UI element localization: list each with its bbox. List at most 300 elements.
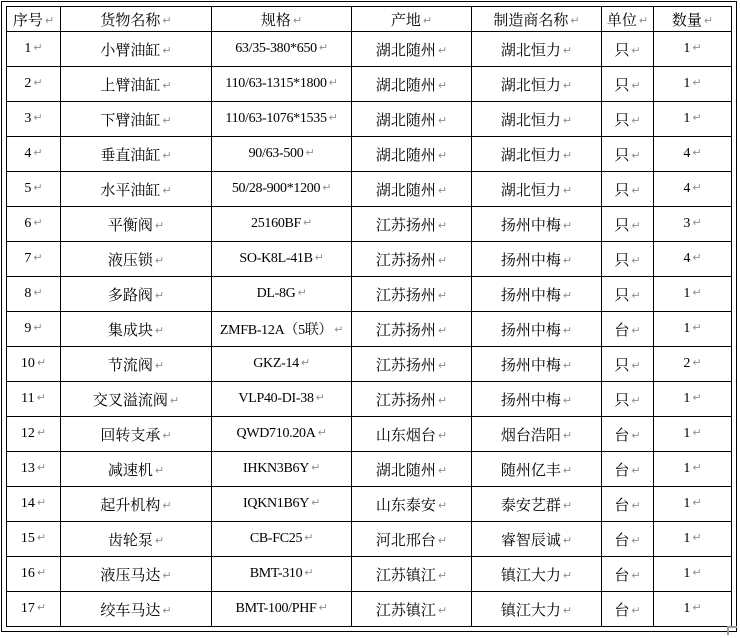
table-cell [61, 67, 212, 102]
table-cell [352, 382, 472, 417]
cell-text: 台 [614, 497, 630, 514]
pilcrow-mark-icon: ↵ [162, 498, 172, 512]
cell-text: 6 [24, 216, 32, 231]
cell-text: 只 [614, 42, 630, 59]
table-cell [352, 487, 472, 522]
pilcrow-mark-icon: ↵ [297, 286, 307, 299]
pilcrow-mark-icon: ↵ [36, 461, 47, 474]
cell-text: 江苏扬州 [375, 392, 436, 409]
table-cell [352, 312, 472, 347]
table-row [7, 207, 732, 242]
table-cell [472, 32, 602, 67]
table-cell [654, 312, 732, 347]
cell-text: 湖北恒力 [500, 77, 561, 94]
pilcrow-mark-icon: ↵ [562, 323, 573, 337]
cell-text: 3 [24, 111, 32, 126]
cell-text: 9 [24, 321, 32, 336]
column-header-unit [602, 7, 654, 32]
pilcrow-mark-icon: ↵ [437, 393, 448, 407]
cell-text: BMT-100/PHF [235, 601, 317, 616]
cell-text: 1 [683, 601, 691, 616]
table-cell [7, 347, 61, 382]
cell-text: 台 [614, 532, 630, 549]
cell-text: 1 [683, 286, 691, 301]
table-cell [654, 487, 732, 522]
cell-text: 4 [683, 146, 691, 161]
cell-text: 扬州中梅 [500, 252, 561, 269]
pilcrow-mark-icon: ↵ [562, 358, 573, 372]
table-cell [472, 347, 602, 382]
table-cell [7, 102, 61, 137]
cell-text: 水平油缸 [100, 182, 161, 199]
cell-text: 上臂油缸 [100, 77, 161, 94]
cell-text: 湖北恒力 [500, 147, 561, 164]
pilcrow-mark-icon: ↵ [33, 286, 43, 299]
table-cell [602, 487, 654, 522]
table-row [7, 102, 732, 137]
table-cell [472, 102, 602, 137]
table-cell [352, 172, 472, 207]
pilcrow-mark-icon: ↵ [631, 428, 641, 442]
table-cell [7, 312, 61, 347]
pilcrow-mark-icon: ↵ [437, 78, 448, 92]
cell-text: 2 [683, 356, 691, 371]
pilcrow-mark-icon: ↵ [631, 218, 641, 232]
table-cell [352, 557, 472, 592]
table-row [7, 592, 732, 627]
table-cell [602, 312, 654, 347]
table-row [7, 452, 732, 487]
pilcrow-mark-icon: ↵ [562, 428, 573, 442]
cell-text: ZMFB-12A（5联） [219, 323, 333, 338]
table-cell [602, 67, 654, 102]
pilcrow-mark-icon: ↵ [562, 113, 573, 127]
table-cell [654, 172, 732, 207]
table-cell [352, 242, 472, 277]
table-cell [472, 417, 602, 452]
pilcrow-mark-icon: ↵ [437, 428, 448, 442]
table-cell [7, 557, 61, 592]
pilcrow-mark-icon: ↵ [437, 358, 448, 372]
pilcrow-mark-icon: ↵ [631, 603, 641, 617]
table-row [7, 137, 732, 172]
table-row [7, 277, 732, 312]
table-cell [212, 172, 352, 207]
cell-text: 集成块 [107, 322, 153, 339]
table-cell [602, 242, 654, 277]
table-cell [212, 102, 352, 137]
cell-text: 台 [614, 322, 630, 339]
cell-text: CB-FC25 [249, 531, 303, 546]
table-cell [654, 417, 732, 452]
table-cell [212, 312, 352, 347]
table-cell [7, 522, 61, 557]
pilcrow-mark-icon: ↵ [562, 568, 573, 582]
cell-text: 1 [683, 111, 691, 126]
cell-text: 泰安艺群 [500, 497, 561, 514]
table-cell [61, 312, 212, 347]
table-cell [472, 452, 602, 487]
pilcrow-mark-icon: ↵ [162, 13, 172, 27]
table-cell [472, 382, 602, 417]
cell-text: VLP40-DI-38 [238, 391, 314, 406]
pilcrow-mark-icon: ↵ [154, 463, 165, 477]
pilcrow-mark-icon: ↵ [437, 218, 448, 232]
cell-text: 多路阀 [107, 287, 153, 304]
table-cell [212, 242, 352, 277]
cell-text: SO-K8L-41B [239, 251, 313, 266]
cell-text: 只 [614, 182, 630, 199]
cell-text: 50/28-900*1200 [231, 181, 321, 196]
column-header-quantity [654, 7, 732, 32]
cell-text: 16 [20, 566, 35, 581]
cell-text: QWD710.20A [236, 426, 316, 441]
table-cell [61, 242, 212, 277]
table-cell [472, 242, 602, 277]
pilcrow-mark-icon: ↵ [692, 566, 702, 579]
table-cell [7, 277, 61, 312]
table-cell [472, 277, 602, 312]
pilcrow-mark-icon: ↵ [437, 43, 448, 57]
pilcrow-mark-icon: ↵ [36, 426, 47, 439]
table-cell [61, 32, 212, 67]
table-cell [352, 522, 472, 557]
column-header-spec [212, 7, 352, 32]
table-cell [654, 382, 732, 417]
cell-text: DL-8G [256, 286, 296, 301]
cell-text: 台 [614, 427, 630, 444]
pilcrow-mark-icon: ↵ [162, 113, 172, 127]
table-cell [352, 207, 472, 242]
cell-text: 17 [20, 601, 35, 616]
pilcrow-mark-icon: ↵ [300, 356, 310, 369]
pilcrow-mark-icon: ↵ [562, 288, 573, 302]
table-cell [602, 452, 654, 487]
table-cell [212, 522, 352, 557]
pilcrow-mark-icon: ↵ [562, 78, 573, 92]
cell-text: 回转支承 [100, 427, 161, 444]
cell-text: 山东泰安 [375, 497, 436, 514]
column-header-goods-name [61, 7, 212, 32]
table-cell [61, 557, 212, 592]
table-cell [654, 522, 732, 557]
cell-text: 1 [683, 391, 691, 406]
cell-text: 4 [683, 181, 691, 196]
cell-text: 1 [683, 531, 691, 546]
pilcrow-mark-icon: ↵ [154, 533, 165, 547]
pilcrow-mark-icon: ↵ [315, 391, 325, 404]
pilcrow-mark-icon: ↵ [33, 251, 43, 264]
table-cell [212, 32, 352, 67]
table-cell [61, 417, 212, 452]
cell-text: 63/35-380*650 [235, 41, 317, 56]
table-cell [61, 487, 212, 522]
cell-text: 台 [614, 602, 630, 619]
pilcrow-mark-icon: ↵ [437, 183, 448, 197]
pilcrow-mark-icon: ↵ [422, 13, 433, 27]
pilcrow-mark-icon: ↵ [562, 603, 573, 617]
pilcrow-mark-icon: ↵ [631, 113, 641, 127]
header-row [7, 7, 732, 32]
pilcrow-mark-icon: ↵ [562, 43, 573, 57]
pilcrow-mark-icon: ↵ [154, 323, 165, 337]
pilcrow-mark-icon: ↵ [36, 531, 47, 544]
cell-text: 液压马达 [100, 567, 161, 584]
cell-text: 90/63-500 [248, 146, 304, 161]
table-cell [212, 452, 352, 487]
pilcrow-mark-icon: ↵ [33, 41, 43, 54]
cell-text: 湖北随州 [375, 147, 436, 164]
cell-text: 只 [614, 217, 630, 234]
table-cell [602, 592, 654, 627]
table-cell [352, 137, 472, 172]
cell-text: 1 [683, 321, 691, 336]
cell-text: 江苏扬州 [375, 217, 436, 234]
pilcrow-mark-icon: ↵ [292, 13, 303, 27]
cell-text: 随州亿丰 [500, 462, 561, 479]
table-cell [352, 67, 472, 102]
pilcrow-mark-icon: ↵ [692, 41, 702, 54]
pilcrow-mark-icon: ↵ [162, 183, 172, 197]
pilcrow-mark-icon: ↵ [318, 601, 328, 614]
cell-text: 镇江大力 [500, 567, 561, 584]
pilcrow-mark-icon: ↵ [154, 253, 165, 267]
table-cell [7, 32, 61, 67]
cell-text: 只 [614, 147, 630, 164]
pilcrow-mark-icon: ↵ [692, 76, 702, 89]
pilcrow-mark-icon: ↵ [692, 321, 702, 334]
pilcrow-mark-icon: ↵ [162, 603, 172, 617]
table-cell [7, 242, 61, 277]
table-cell [7, 452, 61, 487]
pilcrow-mark-icon: ↵ [162, 43, 172, 57]
cell-text: 110/63-1076*1535 [225, 111, 327, 126]
cell-text: 1 [683, 461, 691, 476]
cell-text: 扬州中梅 [500, 217, 561, 234]
pilcrow-mark-icon: ↵ [437, 253, 448, 267]
pilcrow-mark-icon: ↵ [631, 323, 641, 337]
table-cell [352, 277, 472, 312]
cell-text: 交叉溢流阀 [92, 392, 168, 409]
table-resize-handle-icon[interactable] [727, 626, 737, 635]
cell-text: 平衡阀 [107, 217, 153, 234]
table-cell [352, 347, 472, 382]
pilcrow-mark-icon: ↵ [692, 531, 702, 544]
pilcrow-mark-icon: ↵ [631, 253, 641, 267]
pilcrow-mark-icon: ↵ [33, 216, 43, 229]
pilcrow-mark-icon: ↵ [154, 288, 165, 302]
header-label: 货物名称 [100, 12, 161, 29]
table-cell [61, 207, 212, 242]
pilcrow-mark-icon: ↵ [334, 323, 344, 336]
cell-text: 江苏扬州 [375, 252, 436, 269]
pilcrow-mark-icon: ↵ [304, 566, 314, 579]
table-cell [212, 592, 352, 627]
pilcrow-mark-icon: ↵ [154, 358, 165, 372]
cell-text: 绞车马达 [100, 602, 161, 619]
cell-text: BMT-310 [249, 566, 303, 581]
table-cell [472, 487, 602, 522]
cell-text: 台 [614, 462, 630, 479]
cell-text: 4 [683, 251, 691, 266]
cell-text: 江苏扬州 [375, 322, 436, 339]
cell-text: 110/63-1315*1800 [225, 76, 327, 91]
pilcrow-mark-icon: ↵ [631, 498, 641, 512]
cell-text: 1 [683, 41, 691, 56]
table-cell [212, 137, 352, 172]
table-cell [61, 277, 212, 312]
cell-text: 1 [683, 566, 691, 581]
cell-text: 只 [614, 77, 630, 94]
pilcrow-mark-icon: ↵ [162, 568, 172, 582]
table-row [7, 417, 732, 452]
pilcrow-mark-icon: ↵ [692, 146, 702, 159]
pilcrow-mark-icon: ↵ [33, 76, 43, 89]
table-cell [7, 172, 61, 207]
cell-text: 液压锁 [107, 252, 153, 269]
pilcrow-mark-icon: ↵ [33, 321, 43, 334]
table-cell [7, 417, 61, 452]
pilcrow-mark-icon: ↵ [631, 393, 641, 407]
table-cell [61, 347, 212, 382]
table-cell [7, 67, 61, 102]
pilcrow-mark-icon: ↵ [631, 78, 641, 92]
header-label: 单位 [606, 12, 637, 29]
cell-text: 1 [683, 426, 691, 441]
cell-text: 减速机 [107, 462, 153, 479]
cell-text: 12 [20, 426, 35, 441]
table-cell [7, 592, 61, 627]
pilcrow-mark-icon: ↵ [631, 463, 641, 477]
pilcrow-mark-icon: ↵ [562, 393, 573, 407]
pilcrow-mark-icon: ↵ [692, 356, 702, 369]
table-cell [602, 522, 654, 557]
pilcrow-mark-icon: ↵ [692, 251, 702, 264]
cell-text: 下臂油缸 [100, 112, 161, 129]
cell-text: 湖北恒力 [500, 112, 561, 129]
cell-text: 睿智辰诚 [500, 532, 561, 549]
table-cell [654, 32, 732, 67]
table-cell [61, 102, 212, 137]
table-cell [602, 32, 654, 67]
cell-text: 只 [614, 252, 630, 269]
pilcrow-mark-icon: ↵ [328, 76, 338, 89]
table-cell [472, 207, 602, 242]
cell-text: 山东烟台 [375, 427, 436, 444]
pilcrow-mark-icon: ↵ [692, 391, 702, 404]
pilcrow-mark-icon: ↵ [437, 113, 448, 127]
table-cell [61, 382, 212, 417]
pilcrow-mark-icon: ↵ [631, 148, 641, 162]
pilcrow-mark-icon: ↵ [631, 43, 641, 57]
cell-text: 湖北随州 [375, 112, 436, 129]
pilcrow-mark-icon: ↵ [322, 181, 332, 194]
table-cell [472, 522, 602, 557]
table-cell [352, 32, 472, 67]
cell-text: IHKN3B6Y [243, 461, 310, 476]
cell-text: 节流阀 [107, 357, 153, 374]
header-label: 产地 [390, 12, 421, 29]
cell-text: 11 [21, 391, 35, 406]
cell-text: 河北邢台 [375, 532, 436, 549]
pilcrow-mark-icon: ↵ [692, 286, 702, 299]
cell-text: 镇江大力 [500, 602, 561, 619]
table-cell [654, 557, 732, 592]
pilcrow-mark-icon: ↵ [304, 531, 314, 544]
pilcrow-mark-icon: ↵ [562, 463, 573, 477]
cell-text: 14 [20, 496, 35, 511]
cell-text: 3 [683, 216, 691, 231]
table-cell [352, 452, 472, 487]
cell-text: 8 [24, 286, 32, 301]
table-cell [7, 137, 61, 172]
pilcrow-mark-icon: ↵ [562, 148, 573, 162]
table-row [7, 382, 732, 417]
pilcrow-mark-icon: ↵ [311, 461, 320, 474]
table-cell [7, 382, 61, 417]
table-cell [654, 207, 732, 242]
table-cell [472, 172, 602, 207]
pilcrow-mark-icon: ↵ [692, 426, 702, 439]
table-cell [7, 207, 61, 242]
table-row [7, 242, 732, 277]
table-cell [61, 452, 212, 487]
table-cell [352, 417, 472, 452]
table-cell [7, 487, 61, 522]
cell-text: 湖北恒力 [500, 182, 561, 199]
cell-text: GKZ-14 [253, 356, 299, 371]
table-cell [352, 102, 472, 137]
cell-text: 扬州中梅 [500, 392, 561, 409]
cell-text: 湖北随州 [375, 182, 436, 199]
pilcrow-mark-icon: ↵ [162, 428, 172, 442]
pilcrow-mark-icon: ↵ [692, 216, 702, 229]
pilcrow-mark-icon: ↵ [318, 41, 328, 54]
cell-text: 5 [24, 181, 32, 196]
cell-text: 7 [24, 251, 32, 266]
cell-text: 江苏扬州 [375, 357, 436, 374]
pilcrow-mark-icon: ↵ [44, 13, 55, 27]
pilcrow-mark-icon: ↵ [33, 111, 43, 124]
table-row [7, 32, 732, 67]
cell-text: 15 [20, 531, 35, 546]
pilcrow-mark-icon: ↵ [36, 566, 47, 579]
table-cell [212, 277, 352, 312]
cell-text: 10 [20, 356, 35, 371]
pilcrow-mark-icon: ↵ [36, 391, 46, 404]
pilcrow-mark-icon: ↵ [36, 356, 47, 369]
cell-text: 江苏扬州 [375, 287, 436, 304]
pilcrow-mark-icon: ↵ [631, 358, 641, 372]
table-cell [654, 347, 732, 382]
table-cell [212, 487, 352, 522]
column-header-manufacturer [472, 7, 602, 32]
pilcrow-mark-icon: ↵ [692, 461, 702, 474]
table-cell [654, 137, 732, 172]
pilcrow-mark-icon: ↵ [631, 568, 641, 582]
table-cell [602, 557, 654, 592]
cell-text: 湖北随州 [375, 77, 436, 94]
table-row [7, 522, 732, 557]
table-cell [602, 347, 654, 382]
cell-text: 垂直油缸 [100, 147, 161, 164]
pilcrow-mark-icon: ↵ [631, 533, 641, 547]
table-cell [61, 592, 212, 627]
table-cell [212, 557, 352, 592]
pilcrow-mark-icon: ↵ [562, 218, 573, 232]
table-cell [472, 592, 602, 627]
table-cell [602, 137, 654, 172]
